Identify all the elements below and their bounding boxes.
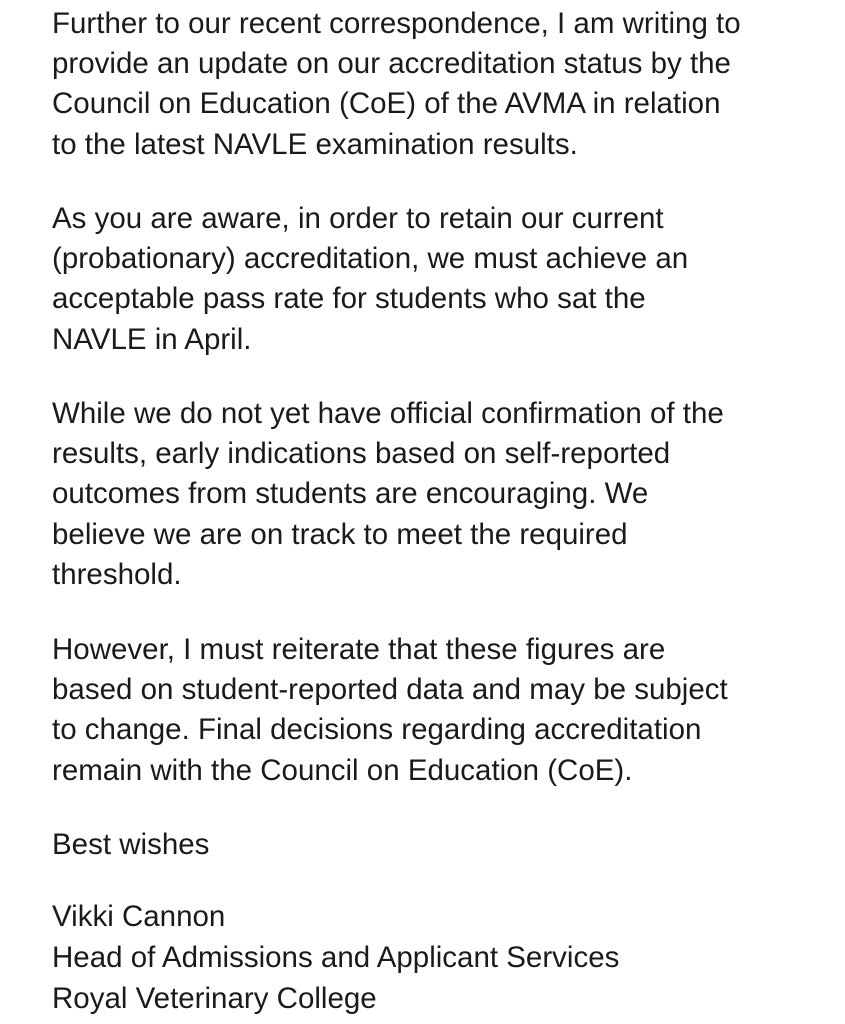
letter-paragraph-requirement: As you are aware, in order to retain our current (probationary) accreditation, we must achieve an acceptable pass rate for students who sat the NAVLE in April. xyxy=(52,202,689,356)
letter-paragraph-intro: Further to our recent correspondence, I am writing to provide an update on our accreditation status by the Council on Education (CoE) of the AVMA in relation to the latest NAVLE examination results. xyxy=(52,7,741,161)
letter-paragraph-early-indications: While we do not yet have official confirmation of the results, early indications based on self-reported outcomes from students are encouraging. We believe we are on track to meet the required threshold. xyxy=(52,397,724,591)
signatory-name: Vikki Cannon xyxy=(52,900,226,933)
signature-block xyxy=(52,897,619,1019)
letter-paragraph-caveat: However, I must reiterate that these figures are based on student-reported data and may be subject to change. Final decisions regarding accreditation remain with the Council on Education (CoE). xyxy=(52,633,728,787)
signatory-organization: Royal Veterinary College xyxy=(52,981,377,1015)
letter-closing: Best wishes xyxy=(52,828,210,861)
signatory-title: Head of Admissions and Applicant Services xyxy=(52,940,620,974)
